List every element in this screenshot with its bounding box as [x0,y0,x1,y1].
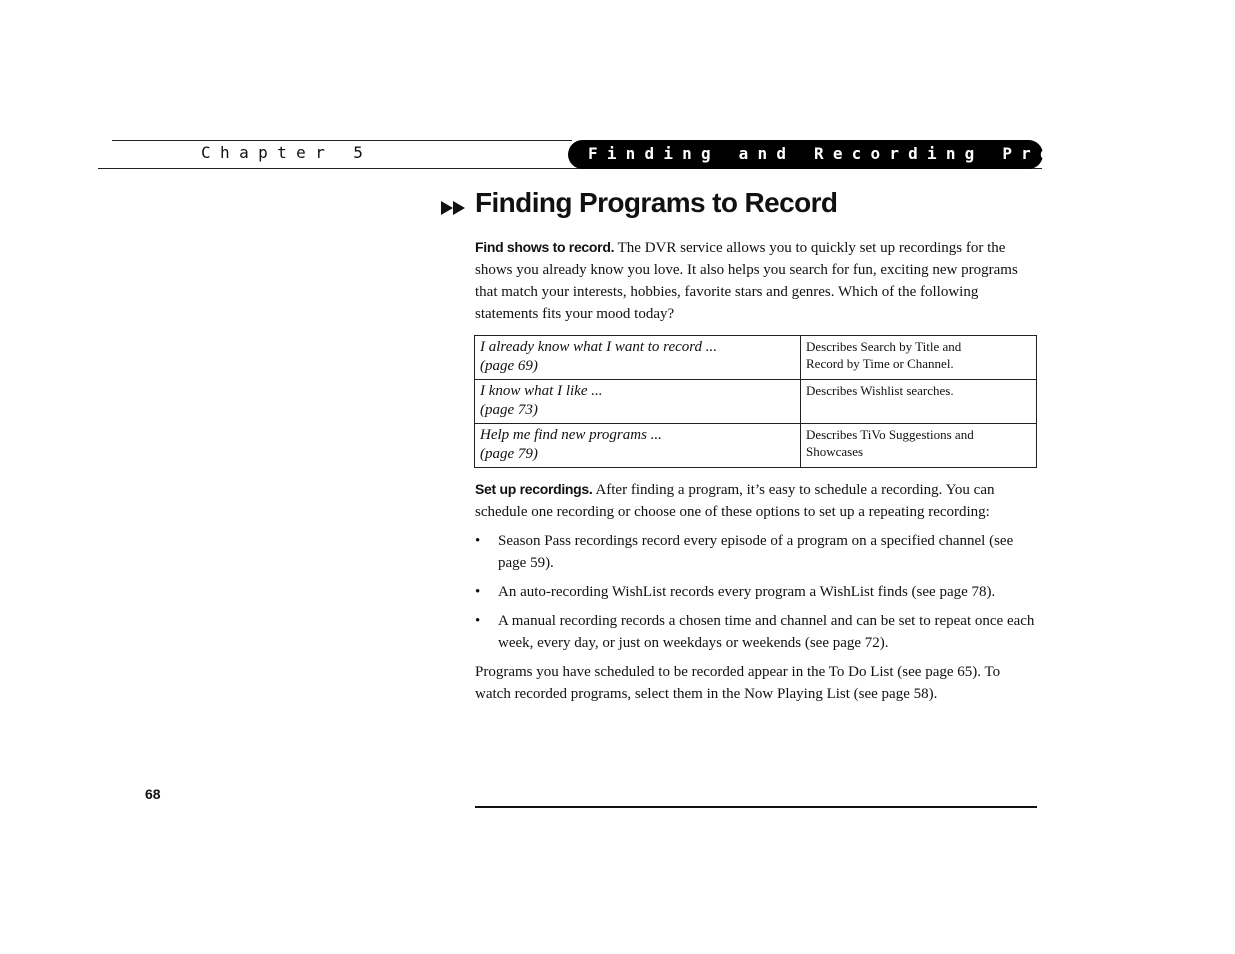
setup-text: After finding a program, it’s easy to schedule a recording. You can schedule one recording or choose one of these options to set up a repeating recording: [475,482,995,520]
statement-cell [475,380,801,424]
chapter-label: Chapter 5 [201,143,373,162]
description-line: Describes TiVo Suggestions and [806,427,974,442]
list-item [475,581,1037,603]
statement-text: I know what I like ... [480,383,603,399]
statement-text: Help me find new programs ... [480,427,662,443]
bullet-marker: • [475,584,481,600]
intro-text: The DVR service allows you to quickly set up recordings for the shows you already know you love. It also helps you search for fun, exciting new programs that match your interests, hobbies, favorite stars and genres. Which of the following statements fits your mood today? [475,240,1018,322]
setup-paragraph [475,478,1037,523]
list-item [475,530,1037,574]
description-cell [801,336,1037,380]
chapter-title: Finding and Recording Programs [588,144,1153,163]
description-line: Showcases [806,444,864,459]
chapter-title-banner [568,140,1153,169]
main-content [475,236,1037,705]
bullet-marker: • [475,613,481,629]
table-row [475,380,1037,424]
setup-lead: Set up recordings. [475,481,593,497]
recording-options-list [475,530,1037,654]
table-row [475,424,1037,468]
list-item-text: Season Pass recordings record every episode of a program on a specified channel (see page 59). [498,533,1014,571]
statement-cell [475,336,801,380]
section-title: Finding Programs to Record [475,187,838,218]
intro-paragraph [475,236,1037,325]
description-cell [801,380,1037,424]
statement-page: (page 69) [480,358,538,374]
list-item-text: An auto-recording WishList records every program a WishList finds (see page 78). [498,584,996,600]
description-line: Record by Time or Channel. [806,356,954,371]
bullet-marker: • [475,533,481,549]
description-cell [801,424,1037,468]
fast-forward-arrows-icon [441,200,467,216]
statement-cell [475,424,801,468]
footer-rule [475,806,1037,808]
header-rule-top [112,140,572,141]
statement-page: (page 73) [480,402,538,418]
description-line: Describes Search by Title and [806,339,962,354]
statement-page: (page 79) [480,446,538,462]
statement-text: I already know what I want to record ... [480,339,718,355]
intro-lead: Find shows to record. [475,239,615,255]
mood-options-table [474,335,1037,468]
page-number: 68 [145,786,161,802]
description-line: Describes Wishlist searches. [806,383,954,398]
list-item [475,610,1037,654]
closing-paragraph: Programs you have scheduled to be recorded appear in the To Do List (see page 65). To watch recorded programs, select them in the Now Playing List (see page 58). [475,664,1001,702]
list-item-text: A manual recording records a chosen time and channel and can be set to repeat once each week, every day, or just on weekdays or weekends (see page 72). [498,613,1035,651]
table-row [475,336,1037,380]
